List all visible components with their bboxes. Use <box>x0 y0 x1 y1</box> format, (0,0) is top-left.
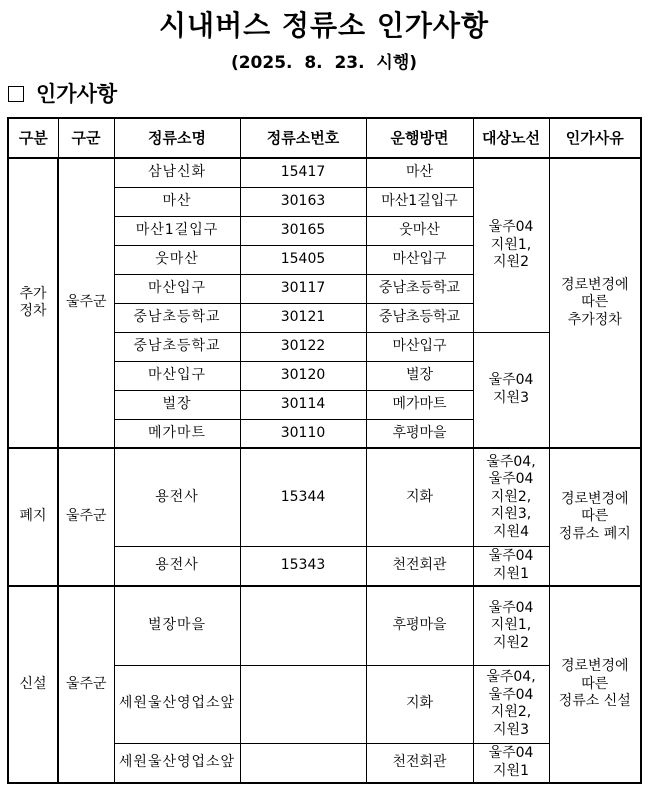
stop-name-cell: 웃마산 <box>114 245 240 274</box>
direction-cell: 마산 <box>366 158 473 187</box>
header-district: 구군 <box>58 118 114 158</box>
reason-cell: 경로변경에 따른 추가정차 <box>549 158 641 448</box>
stop-name-cell: 삼남신화 <box>114 158 240 187</box>
stop-number-cell: 30122 <box>240 332 366 361</box>
stop-number-cell <box>240 743 366 783</box>
stop-number-cell: 30120 <box>240 361 366 390</box>
stop-name-cell: 마산입구 <box>114 361 240 390</box>
direction-cell: 천전회관 <box>366 546 473 586</box>
stop-name-cell: 세원울산영업소앞 <box>114 665 240 743</box>
routes-cell: 울주04 지원1 <box>473 546 549 586</box>
header-direction: 운행방면 <box>366 118 473 158</box>
stop-name-cell: 중남초등학교 <box>114 303 240 332</box>
direction-cell: 웃마산 <box>366 216 473 245</box>
stop-name-cell: 중남초등학교 <box>114 332 240 361</box>
district-cell: 울주군 <box>58 448 114 586</box>
reason-cell: 경로변경에 따른 정류소 신설 <box>549 586 641 783</box>
district-cell: 울주군 <box>58 586 114 783</box>
stop-name-cell: 용전사 <box>114 546 240 586</box>
table-header-row <box>8 118 641 158</box>
category-cell: 신설 <box>8 586 58 783</box>
routes-cell: 울주04 지원3 <box>473 332 549 448</box>
category-cell: 추가 정차 <box>8 158 58 448</box>
stop-name-cell: 세원울산영업소앞 <box>114 743 240 783</box>
table-row <box>8 586 641 665</box>
table-row <box>8 448 641 546</box>
stop-number-cell: 15344 <box>240 448 366 546</box>
routes-cell: 울주04 지원1 <box>473 743 549 783</box>
direction-cell: 천전회관 <box>366 743 473 783</box>
stop-number-cell: 30163 <box>240 187 366 216</box>
direction-cell: 중남초등학교 <box>366 303 473 332</box>
direction-cell: 메가마트 <box>366 390 473 419</box>
header-reason: 인가사유 <box>549 118 641 158</box>
checkbox-square-icon <box>8 86 24 102</box>
table-row <box>8 158 641 187</box>
stop-name-cell: 마산입구 <box>114 274 240 303</box>
stop-name-cell: 벌장 <box>114 390 240 419</box>
header-stop-name: 정류소명 <box>114 118 240 158</box>
page-title: 시내버스 정류소 인가사항 <box>158 9 490 42</box>
direction-cell: 지화 <box>366 665 473 743</box>
header-type: 구분 <box>8 118 58 158</box>
stop-number-cell <box>240 586 366 665</box>
stop-name-cell: 용전사 <box>114 448 240 546</box>
stop-number-cell: 30110 <box>240 419 366 448</box>
routes-cell: 울주04 지원1, 지원2 <box>473 586 549 665</box>
header-routes: 대상노선 <box>473 118 549 158</box>
routes-cell: 울주04 지원1, 지원2 <box>473 158 549 332</box>
stop-name-cell: 마산 <box>114 187 240 216</box>
stop-number-cell: 30114 <box>240 390 366 419</box>
district-cell: 울주군 <box>58 158 114 448</box>
category-cell: 폐지 <box>8 448 58 586</box>
header-stop-number: 정류소번호 <box>240 118 366 158</box>
stop-number-cell: 30117 <box>240 274 366 303</box>
stop-number-cell <box>240 665 366 743</box>
stop-name-cell: 벌장마을 <box>114 586 240 665</box>
section-heading-label: 인가사항 <box>36 82 118 106</box>
direction-cell: 마산1길입구 <box>366 187 473 216</box>
routes-cell: 울주04, 울주04 지원2, 지원3 <box>473 665 549 743</box>
stop-name-cell: 마산1길입구 <box>114 216 240 245</box>
direction-cell: 마산입구 <box>366 332 473 361</box>
direction-cell: 중남초등학교 <box>366 274 473 303</box>
direction-cell: 지화 <box>366 448 473 546</box>
effective-date: (2025. 8. 23. 시행) <box>230 53 418 73</box>
stop-number-cell: 15417 <box>240 158 366 187</box>
approval-table <box>7 117 642 784</box>
direction-cell: 후평마을 <box>366 586 473 665</box>
routes-cell: 울주04, 울주04 지원2, 지원3, 지원4 <box>473 448 549 546</box>
section-heading <box>8 78 117 108</box>
direction-cell: 후평마을 <box>366 419 473 448</box>
reason-cell: 경로변경에 따른 정류소 폐지 <box>549 448 641 586</box>
stop-number-cell: 15405 <box>240 245 366 274</box>
stop-number-cell: 30121 <box>240 303 366 332</box>
direction-cell: 벌장 <box>366 361 473 390</box>
stop-number-cell: 15343 <box>240 546 366 586</box>
stop-name-cell: 메가마트 <box>114 419 240 448</box>
stop-number-cell: 30165 <box>240 216 366 245</box>
direction-cell: 마산입구 <box>366 245 473 274</box>
